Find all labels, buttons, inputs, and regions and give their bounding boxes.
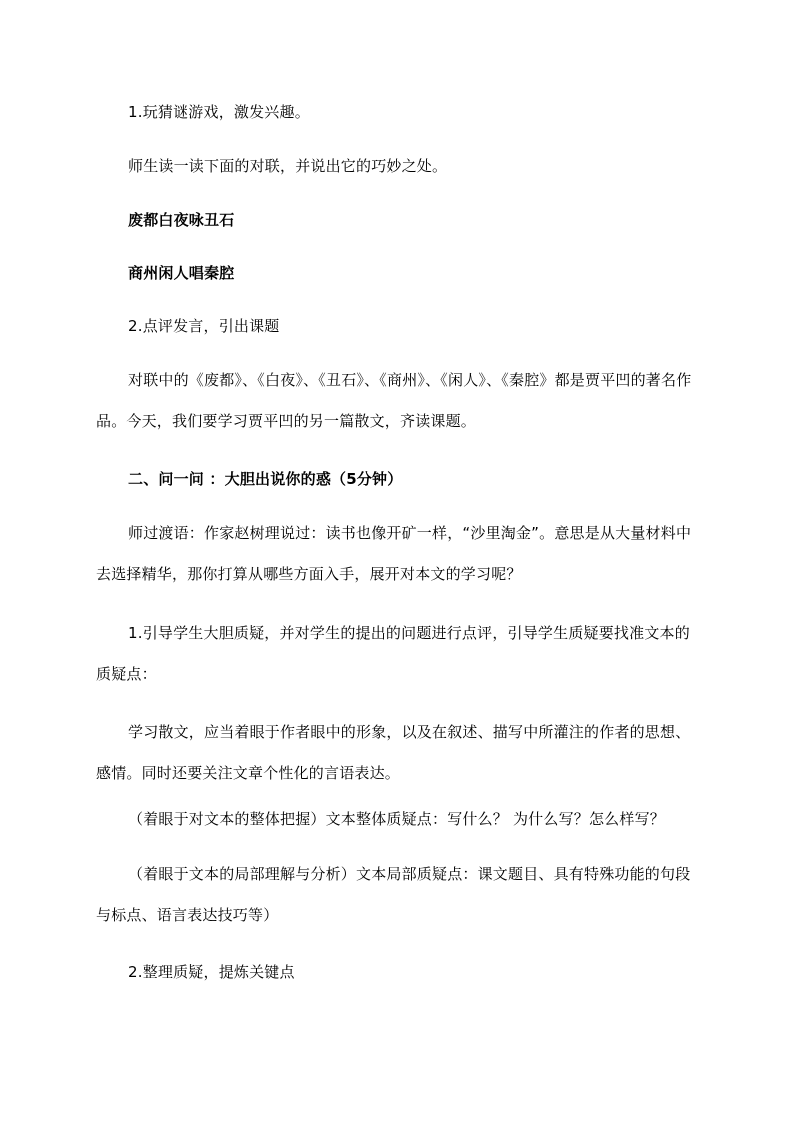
local-question-points: （着眼于文本的局部理解与分析）文本局部质疑点：课文题目、具有特殊功能的句段与标点、语言表达技巧等） — [96, 865, 691, 924]
section-2-heading: 二、问一问 ：大胆出说你的惑（5分钟） — [128, 470, 403, 488]
couplet-explanation-paragraph: 对联中的《废都》、《白夜》、《丑石》、《商州》、《闲人》、《秦腔》都是贾平凹的著名作品。今天，我们要学习贾平凹的另一篇散文，齐读课题。 — [96, 371, 692, 430]
prose-study-paragraph: 学习散文，应当着眼于作者眼中的形象，以及在叙述、描写中所灌注的作者的思想、感情。同时还要关注文章个性化的言语表达。 — [96, 723, 691, 782]
step-1-heading: 1.玩猜谜游戏，激发兴趣。 — [128, 103, 310, 121]
couplet-line-1: 废都白夜咏丑石 — [128, 211, 235, 229]
questioning-guidance-paragraph: 1.引导学生大胆质疑，并对学生的提出的问题进行点评，引导学生质疑要找准文本的质疑点： — [96, 624, 690, 683]
couplet-line-2: 商州闲人唱秦腔 — [128, 264, 235, 282]
instruction-paragraph: 师生读一读下面的对联，并说出它的巧妙之处。 — [128, 157, 448, 175]
transition-paragraph: 师过渡语：作家赵树理说过：读书也像开矿一样，“沙里淘金”。意思是从大量材料中去选择精华，那你打算从哪些方面入手，展开对本文的学习呢？ — [96, 524, 692, 583]
overall-question-points: （着眼于对文本的整体把握）文本整体质疑点：写什么？ 为什么写？怎么样写？ — [128, 810, 665, 828]
step-2-heading: 2.点评发言，引出课题 — [128, 317, 280, 335]
step-2-organize-heading: 2.整理质疑，提炼关键点 — [128, 963, 295, 981]
